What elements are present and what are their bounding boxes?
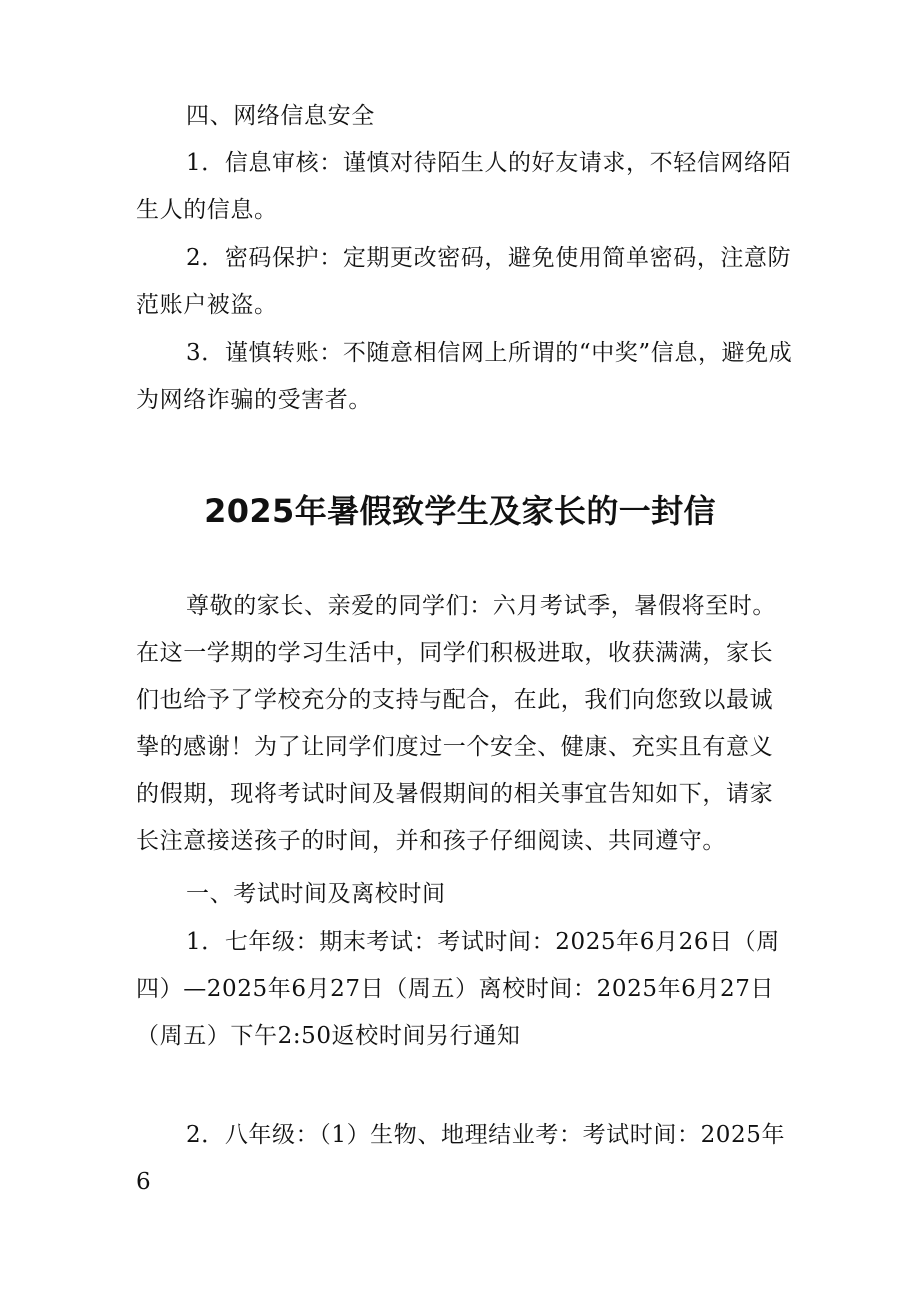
letter-intro-paragraph: 尊敬的家长、亲爱的同学们：六月考试季，暑假将至时。在这一学期的学习生活中，同学们积极进取，收获满满，家长们也给予了学校充分的支持与配合，在此，我们向您致以最诚挚的感谢！为了让同学们度过一个安全、健康、充实且有意义的假期，现将考试时间及暑假期间的相关事宜告知如下，请家长注意接送孩子的时间，并和孩子仔细阅读、共同遵守。 — [136, 593, 776, 854]
section-four-item-2: 2．密码保护：定期更改密码，避免使用简单密码，注意防范账户被盗。 — [136, 245, 792, 318]
letter-title: 2025年暑假致学生及家长的一封信 — [204, 492, 716, 530]
section-one-heading: 一、考试时间及离校时间 — [186, 881, 446, 907]
section-four-item-3: 3．谨慎转账：不随意相信网上所谓的“中奖”信息，避免成为网络诈骗的受害者。 — [136, 340, 793, 413]
section-four-item-1: 1．信息审核：谨慎对待陌生人的好友请求，不轻信网络陌生人的信息。 — [136, 150, 792, 223]
section-four-heading: 四、网络信息安全 — [186, 103, 375, 129]
grade-7-schedule: 1．七年级：期末考试：考试时间：2025年6月26日（周四）—2025年6月27日（周五）离校时间：2025年6月27日（周五）下午2:50返校时间另行通知 — [136, 929, 780, 1049]
grade-8-schedule: 2．八年级：（1）生物、地理结业考：考试时间：2025年6 — [136, 1122, 786, 1195]
